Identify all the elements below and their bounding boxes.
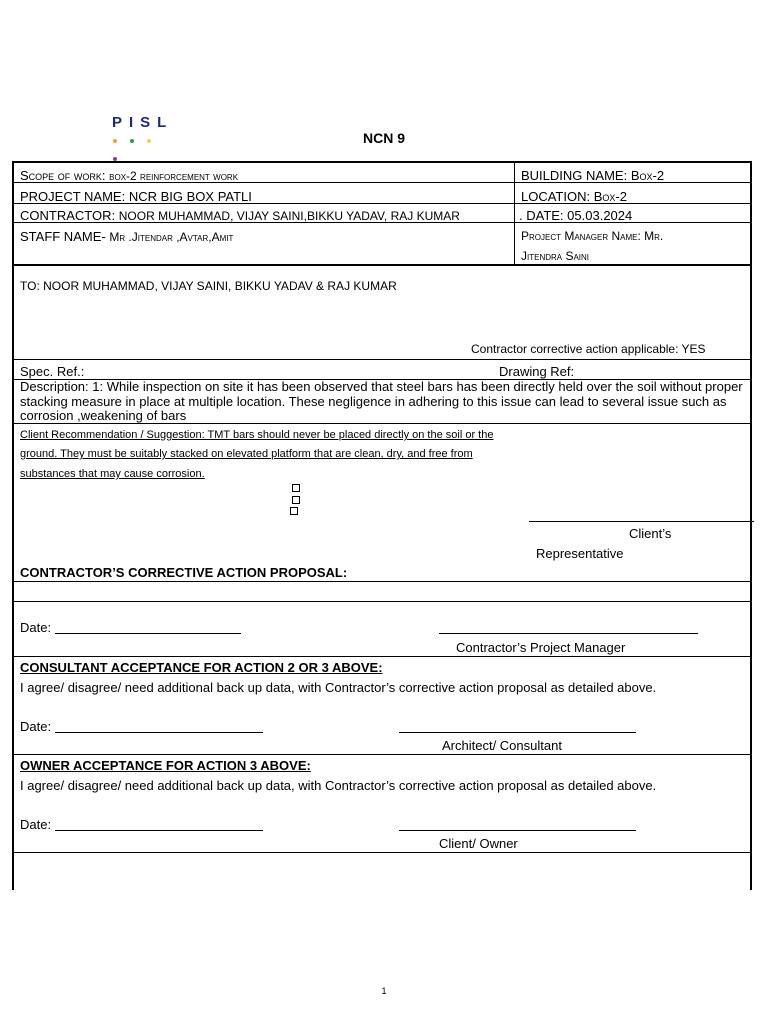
page-number: 1 bbox=[381, 986, 387, 996]
location-value: Box-2 bbox=[593, 189, 627, 204]
client-owner: Client/ Owner bbox=[439, 836, 518, 851]
document-title: NCN 9 bbox=[362, 130, 405, 146]
scope-value: box-2 reinforcement work bbox=[109, 169, 239, 183]
to-line: TO: NOOR MUHAMMAD, VIJAY SAINI, BIKKU YADAV & RAJ KUMAR bbox=[20, 279, 397, 293]
staff-name bbox=[20, 229, 233, 245]
building-label: BUILDING NAME: bbox=[521, 168, 628, 183]
project-manager-line-2: Jitendra Saini bbox=[521, 249, 590, 263]
row-divider bbox=[14, 359, 750, 360]
location-label: LOCATION: bbox=[521, 189, 591, 204]
logo-text: PISL bbox=[112, 114, 174, 131]
drawing-ref: Drawing Ref: bbox=[499, 364, 575, 379]
row-divider bbox=[14, 601, 750, 602]
contractor-proposal-title: CONTRACTOR’S CORRECTIVE ACTION PROPOSAL: bbox=[20, 565, 348, 580]
date-value: 05.03.2024 bbox=[567, 208, 633, 223]
consultant-agree-text: I agree/ disagree/ need additional back up data, with Contractor’s corrective action proposal as detailed above. bbox=[20, 680, 657, 695]
description: Description: 1: While inspection on site it has been observed that steel bars has been directly held over the soil without proper stacking measure in place at multiple location. These negligence in adhering to this issue can lead to several issue such as corrosion ,weakening of bars bbox=[20, 379, 743, 423]
header-column-divider bbox=[514, 163, 515, 264]
staff-label: STAFF NAME- bbox=[20, 229, 106, 244]
clients-rep-line-2: Representative bbox=[536, 546, 624, 561]
building-value: Box-2 bbox=[630, 168, 665, 183]
scope-of-work bbox=[20, 168, 238, 184]
location bbox=[521, 189, 627, 204]
owner-date-label: Date: bbox=[20, 817, 52, 832]
consultant-signature-line[interactable] bbox=[399, 732, 636, 733]
contractor-value: NOOR MUHAMMAD, VIJAY SAINI,BIKKU YADAV, RAJ KUMAR bbox=[118, 209, 460, 223]
project-name bbox=[20, 189, 252, 204]
section-divider bbox=[14, 264, 750, 266]
checkbox[interactable] bbox=[290, 507, 298, 515]
checkbox[interactable] bbox=[292, 484, 300, 492]
consultant-date-line[interactable] bbox=[55, 732, 263, 733]
section-divider bbox=[14, 754, 750, 755]
row-divider bbox=[14, 581, 750, 582]
scope-label: Scope of work: bbox=[20, 168, 106, 183]
contractor bbox=[20, 208, 460, 224]
recommendation-line-3: substances that may cause corrosion. bbox=[20, 468, 205, 480]
checkbox[interactable] bbox=[292, 496, 300, 504]
project-manager-line-1: Project Manager Name: Mr. bbox=[521, 229, 664, 243]
ncn-form bbox=[12, 161, 752, 890]
row-divider bbox=[14, 423, 750, 424]
project-label: PROJECT NAME: bbox=[20, 189, 126, 204]
date bbox=[519, 208, 632, 223]
contractor-label: CONTRACTOR: bbox=[20, 208, 116, 223]
consultant-acceptance-title: CONSULTANT ACCEPTANCE FOR ACTION 2 OR 3 ABOVE: bbox=[20, 660, 383, 675]
recommendation-line-1: Client Recommendation / Suggestion: TMT bars should never be placed directly on the soil or the bbox=[20, 429, 494, 441]
section-divider bbox=[14, 852, 750, 853]
contractor-signature-line[interactable] bbox=[439, 633, 698, 634]
building-name bbox=[521, 168, 664, 183]
clients-representative-signature-line bbox=[529, 521, 754, 522]
clients-rep-line-1: Client’s bbox=[629, 526, 672, 541]
owner-date-line[interactable] bbox=[55, 830, 263, 831]
consultant-date-label: Date: bbox=[20, 719, 52, 734]
section-divider bbox=[14, 656, 750, 657]
architect-consultant: Architect/ Consultant bbox=[442, 738, 562, 753]
recommendation-line-2: ground. They must be suitably stacked on elevated platform that are clean, dry, and free from bbox=[20, 448, 473, 460]
corrective-action-applicable: Contractor corrective action applicable: YES bbox=[471, 342, 706, 356]
project-value: NCR BIG BOX PATLI bbox=[128, 189, 252, 204]
staff-value: Mr .Jitendar ,Avtar,Amit bbox=[109, 230, 234, 244]
owner-agree-text: I agree/ disagree/ need additional back up data, with Contractor’s corrective action proposal as detailed above. bbox=[20, 778, 657, 793]
date-label: . DATE: bbox=[519, 208, 564, 223]
contractor-date-line[interactable] bbox=[55, 633, 241, 634]
contractor-project-manager: Contractor’s Project Manager bbox=[456, 640, 626, 655]
spec-ref: Spec. Ref.: bbox=[20, 364, 85, 379]
owner-signature-line[interactable] bbox=[399, 830, 636, 831]
owner-acceptance-title: OWNER ACCEPTANCE FOR ACTION 3 ABOVE: bbox=[20, 758, 311, 773]
contractor-date-label: Date: bbox=[20, 620, 52, 635]
